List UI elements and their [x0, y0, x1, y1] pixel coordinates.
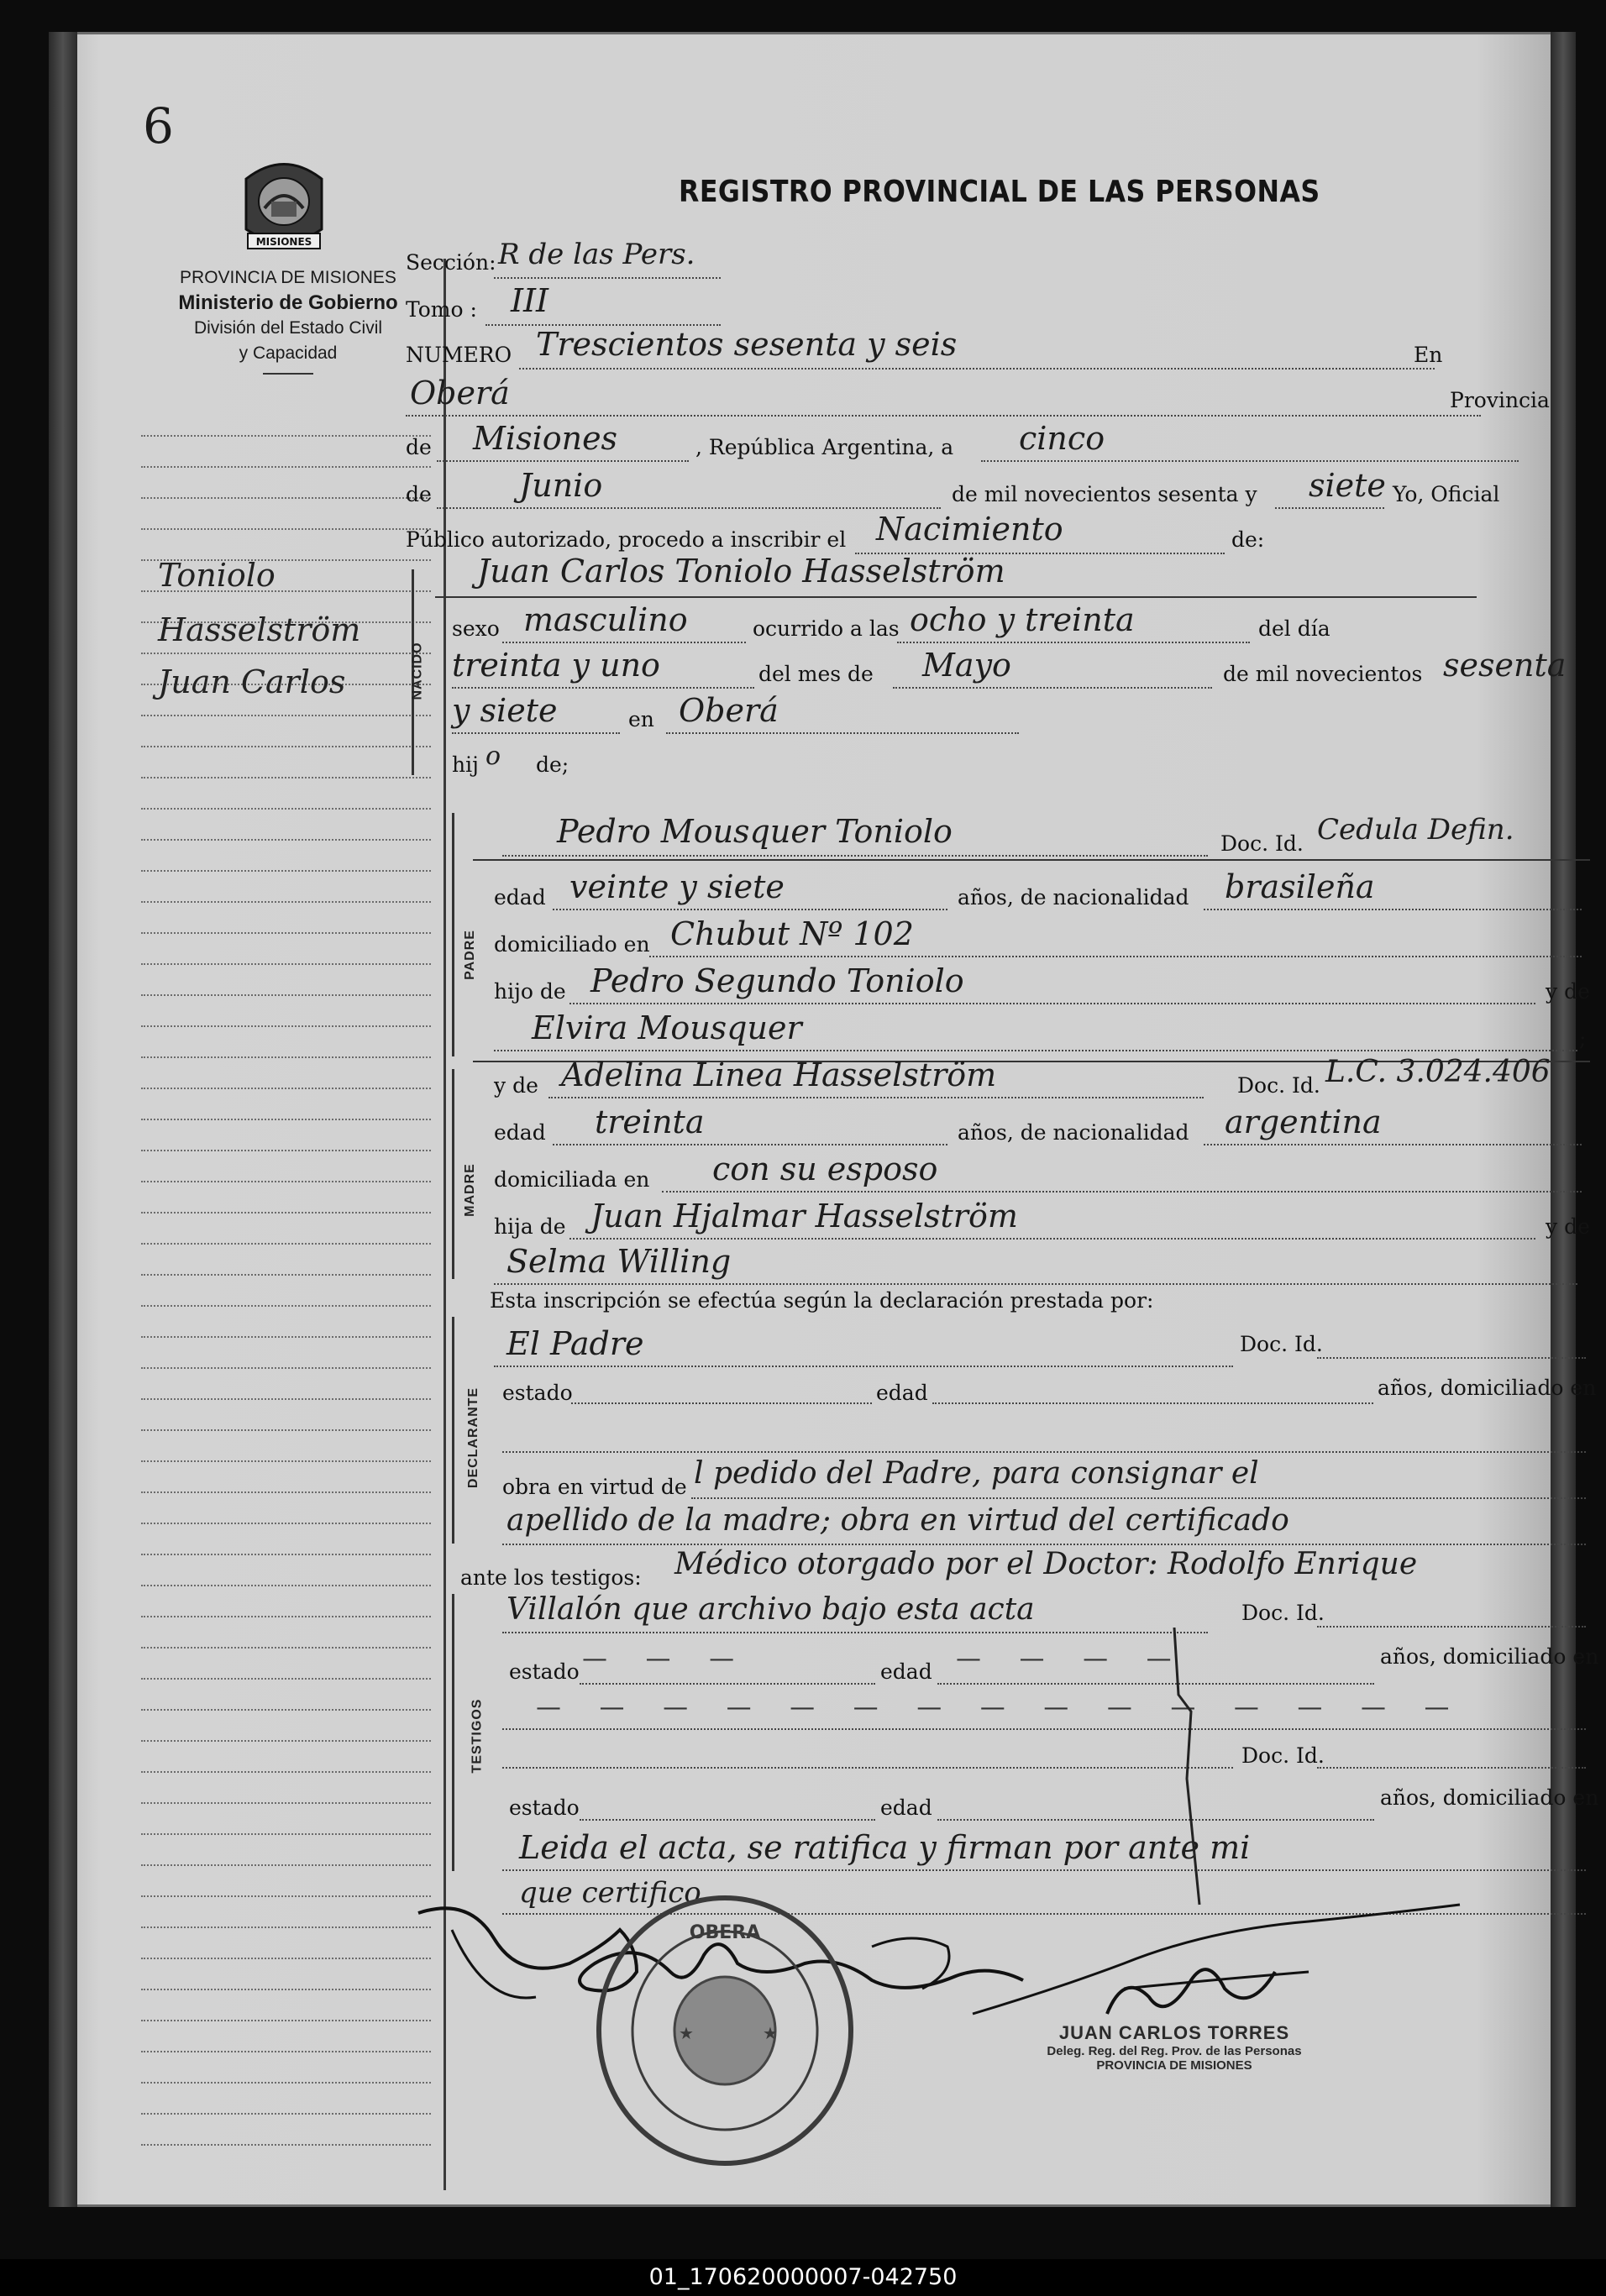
madre-edad-value: treinta	[595, 1103, 705, 1140]
padre-nacionalidad-value: brasileña	[1225, 868, 1375, 905]
padre-edad-label: edad	[494, 885, 546, 909]
issuer-capacity: y Capacidad	[239, 343, 338, 363]
padre-semicolon: ;	[1579, 1026, 1587, 1051]
padre-domicilio-value: Chubut Nº 102	[670, 915, 914, 952]
margin-line	[141, 1119, 431, 1120]
ocurrido-label: ocurrido a las	[753, 616, 900, 641]
margin-line	[141, 1833, 431, 1835]
svg-text:★: ★	[763, 2023, 778, 2043]
binding-right	[1551, 32, 1576, 2207]
declarante-estado-label: estado	[502, 1381, 573, 1405]
page-number: 6	[143, 97, 174, 155]
testigos-value-2: Villalón que archivo bajo esta acta	[506, 1592, 1035, 1627]
margin-line	[141, 528, 431, 530]
hijo-de-label: de;	[536, 752, 569, 777]
testigo1-estado-label: estado	[509, 1659, 580, 1684]
image-caption: 01_170620000007-042750	[0, 2259, 1606, 2296]
padre-nacionalidad-label: años, de nacionalidad	[958, 885, 1189, 909]
margin-line	[141, 1678, 431, 1680]
margin-line	[141, 1367, 431, 1369]
margin-line	[141, 1150, 431, 1151]
margin-line	[141, 1212, 431, 1214]
padre-padre-nombre: Pedro Segundo Toniolo	[590, 962, 964, 999]
margin-line	[141, 746, 431, 747]
issuer-ministry: Ministerio de Gobierno	[178, 291, 398, 314]
sexo-label: sexo	[452, 616, 500, 641]
madre-madre-nombre: Selma Willing	[506, 1243, 732, 1280]
margin-line	[141, 2051, 431, 2052]
nacido-section-label: NACIDO	[410, 642, 425, 700]
official-name: JUAN CARLOS TORRES	[1058, 2022, 1290, 2043]
declarante-doc-label: Doc. Id.	[1240, 1332, 1323, 1356]
margin-line	[141, 870, 431, 872]
margin-line	[141, 2113, 431, 2115]
numero-value: Trescientos sesenta y seis	[536, 326, 958, 363]
tomo-value: III	[511, 282, 549, 319]
margin-line	[141, 1585, 431, 1586]
margin-line	[141, 1709, 431, 1711]
margin-line	[141, 1523, 431, 1524]
padre-madre-nombre: Elvira Mousquer	[532, 1009, 802, 1046]
issuer-block	[133, 265, 443, 375]
acto-value: Nacimiento	[876, 511, 1063, 548]
declarante-edad-label: edad	[876, 1381, 928, 1405]
testigo1-anios-label: años, domiciliado en	[1380, 1644, 1599, 1669]
margin-line	[141, 653, 431, 654]
register-page	[49, 32, 1599, 2207]
testigos-value-1: Médico otorgado por el Doctor: Rodolfo Enrique	[674, 1547, 1418, 1581]
margin-line	[141, 808, 431, 810]
binding-left	[49, 32, 77, 2207]
nacido-dia-value: treinta y uno	[452, 647, 660, 684]
margin-line	[141, 1802, 431, 1804]
fecha-anio-value: siete	[1309, 467, 1386, 504]
margin-line	[141, 466, 431, 468]
margin-line	[141, 1025, 431, 1027]
padre-edad-value: veinte y siete	[569, 868, 785, 905]
margin-line	[141, 2082, 431, 2084]
margin-line	[141, 1056, 431, 1058]
margin-line	[141, 1398, 431, 1400]
madre-edad-label: edad	[494, 1120, 546, 1145]
margin-line	[141, 1305, 431, 1307]
issuer-province: PROVINCIA DE MISIONES	[180, 268, 396, 287]
madre-doc-label: Doc. Id.	[1237, 1073, 1320, 1098]
de-colon-label: de:	[1231, 527, 1265, 552]
hijo-suffix: o	[485, 742, 501, 771]
madre-doc-value: L.C. 3.024.406	[1325, 1055, 1551, 1089]
margin-given-name: Juan Carlos	[158, 663, 346, 700]
seccion-value: R de las Pers.	[498, 238, 695, 271]
margin-line	[141, 1554, 431, 1555]
padre-nombre: Pedro Mousquer Toniolo	[557, 813, 953, 850]
nacido-anio-label: de mil novecientos	[1223, 662, 1423, 686]
madre-section-label: MADRE	[462, 1163, 477, 1217]
margin-line	[141, 932, 431, 934]
nacido-mes-value: Mayo	[922, 647, 1011, 684]
tomo-label: Tomo :	[406, 297, 477, 322]
svg-text:★: ★	[679, 2023, 694, 2043]
republica-label: , República Argentina, a	[695, 435, 954, 459]
padre-doc-value: Cedula Defin.	[1317, 813, 1514, 847]
madre-domicilio-label: domiciliada en	[494, 1167, 650, 1192]
cancel-stroke	[1141, 1628, 1241, 1913]
testigo1-estado-dashes: — — —	[582, 1644, 750, 1674]
declarante-section-label: DECLARANTE	[466, 1387, 481, 1489]
del-dia-label: del día	[1258, 616, 1330, 641]
testigo1-doc-label: Doc. Id.	[1241, 1601, 1325, 1625]
padre-hijo-de-label: hijo de	[494, 979, 566, 1004]
page-title: REGISTRO PROVINCIAL DE LAS PERSONAS	[679, 175, 1320, 209]
madre-domicilio-value: con su esposo	[712, 1151, 938, 1187]
issuer-division: División del Estado Civil	[193, 318, 383, 338]
lugar-value: Oberá	[410, 375, 510, 411]
margin-line	[141, 1243, 431, 1245]
hora-value: ocho y treinta	[910, 601, 1135, 638]
nacido-lugar-value: Oberá	[679, 692, 779, 729]
nacido-en-label: en	[628, 707, 654, 731]
testigos-section-label: TESTIGOS	[470, 1698, 485, 1774]
testigo1-domicilio-dashes: — — — — — — — — — — — — — — —	[536, 1693, 1465, 1722]
hijo-label: hij	[452, 752, 479, 777]
nacido-anio-value: sesenta	[1443, 647, 1567, 684]
declarante-nombre: El Padre	[506, 1325, 644, 1362]
testigo1-edad-dashes: — — — —	[956, 1644, 1187, 1674]
en-label: En	[1414, 343, 1443, 367]
margin-surname-2: Hasselström	[158, 611, 361, 648]
obra-value-1: l pedido del Padre, para consignar el	[694, 1456, 1259, 1491]
madre-y-de-label: y de	[494, 1073, 538, 1098]
margin-line	[141, 715, 431, 716]
margin-surname-1: Toniolo	[158, 557, 276, 594]
testigo1-edad-label: edad	[880, 1659, 932, 1684]
testigo2-anios-label: años, domiciliado en	[1380, 1785, 1599, 1810]
oficial-label: Yo, Oficial	[1393, 482, 1500, 506]
margin-line	[141, 1088, 431, 1089]
madre-nombre: Adelina Linea Hasselström	[561, 1056, 997, 1093]
obra-label: obra en virtud de	[502, 1475, 687, 1499]
margin-line	[141, 1647, 431, 1649]
margin-line	[141, 1336, 431, 1338]
seccion-label: Sección:	[406, 250, 496, 275]
de-label: de	[406, 435, 432, 459]
cierre-line-1: Leida el acta, se ratifica y firman por ante mi	[519, 1829, 1251, 1866]
svg-text:MISIONES: MISIONES	[255, 236, 312, 248]
margin-line	[141, 777, 431, 778]
official-seal	[586, 1888, 863, 2173]
sexo-value: masculino	[523, 601, 688, 638]
publico-label: Público autorizado, procedo a inscribir el	[406, 527, 847, 552]
ante-testigos-label: ante los testigos:	[460, 1565, 642, 1590]
de-label-2: de	[406, 482, 432, 506]
testigo2-estado-label: estado	[509, 1795, 580, 1820]
declaracion-label: Esta inscripción se efectúa según la declaración prestada por:	[490, 1288, 1154, 1313]
nacido-anio-value-2: y siete	[452, 692, 558, 729]
official-name-stamp	[1015, 2022, 1334, 2073]
provincia-label: Provincia	[1450, 388, 1550, 412]
margin-line	[141, 1429, 431, 1431]
margin-line	[141, 1864, 431, 1866]
margin-line	[141, 1491, 431, 1493]
margin-line	[141, 1181, 431, 1182]
margin-line	[141, 1460, 431, 1462]
fecha-anio-label: de mil novecientos sesenta y	[952, 482, 1257, 506]
madre-padre-nombre: Juan Hjalmar Hasselström	[590, 1198, 1018, 1234]
padre-doc-label: Doc. Id.	[1220, 831, 1304, 856]
margin-line	[141, 994, 431, 996]
declarante-anios-label: años, domiciliado en	[1378, 1376, 1597, 1400]
testigo2-edad-label: edad	[880, 1795, 932, 1820]
padre-domicilio-label: domiciliado en	[494, 932, 650, 957]
margin-line	[141, 2144, 431, 2146]
madre-nacionalidad-label: años, de nacionalidad	[958, 1120, 1189, 1145]
issuer-rule	[263, 373, 313, 375]
madre-hija-de-label: hija de	[494, 1214, 566, 1239]
provincial-crest-icon	[229, 149, 339, 259]
fecha-dia-value: cinco	[1019, 420, 1105, 457]
fecha-mes-value: Junio	[519, 467, 603, 504]
del-mes-label: del mes de	[758, 662, 874, 686]
margin-line	[141, 901, 431, 903]
cierre-line-2: que certifico	[519, 1876, 701, 1910]
padre-y-de-label: y de	[1546, 979, 1590, 1004]
margin-line	[141, 1771, 431, 1773]
madre-y-de-label: y de	[1546, 1214, 1590, 1239]
margin-line	[141, 1616, 431, 1617]
padre-section-label: PADRE	[462, 930, 477, 980]
obra-value-2: apellido de la madre; obra en virtud del certificado	[506, 1503, 1289, 1538]
testigo2-doc-label: Doc. Id.	[1241, 1743, 1325, 1768]
numero-label: NUMERO	[406, 343, 512, 367]
margin-line	[141, 839, 431, 841]
svg-text:OBERA: OBERA	[689, 1922, 761, 1943]
margin-line	[141, 1740, 431, 1742]
official-title: Deleg. Reg. del Reg. Prov. de las Personas	[1047, 2044, 1302, 2058]
margin-line	[141, 963, 431, 965]
nacido-nombre: Juan Carlos Toniolo Hasselström	[477, 553, 1005, 590]
margin-line	[141, 435, 431, 437]
madre-nacionalidad-value: argentina	[1225, 1103, 1382, 1140]
provincia-value: Misiones	[473, 420, 618, 457]
margin-line	[141, 1274, 431, 1276]
margin-line	[141, 497, 431, 499]
official-province: PROVINCIA DE MISIONES	[1096, 2058, 1252, 2073]
